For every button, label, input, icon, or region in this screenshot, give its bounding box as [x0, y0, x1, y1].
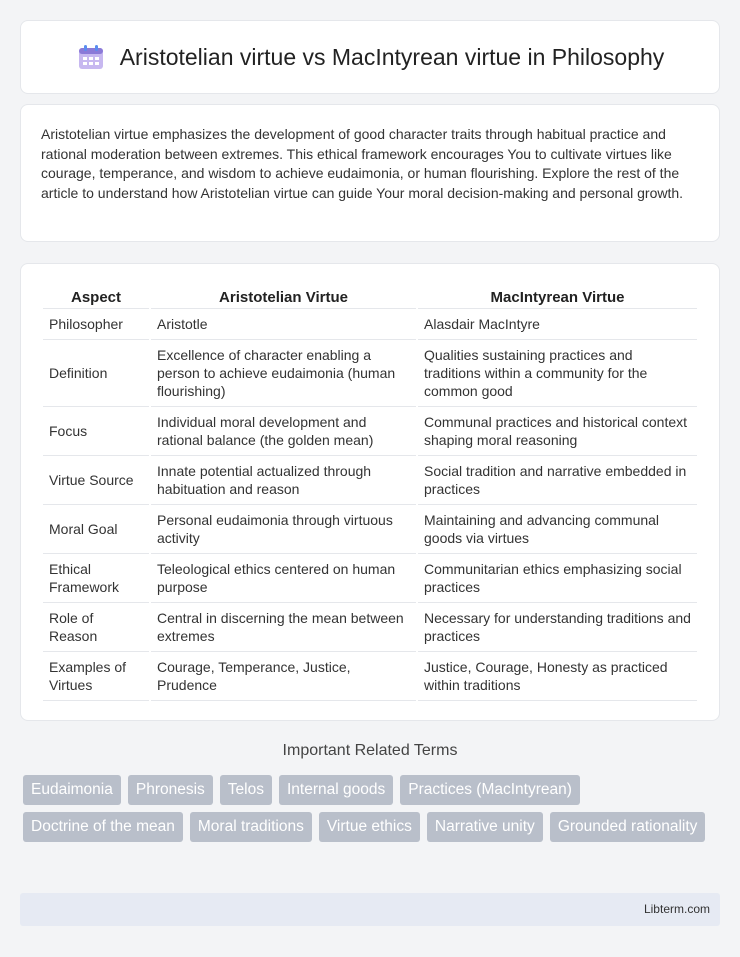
related-terms-tags: [23, 775, 723, 842]
tag-virtue-ethics[interactable]: Virtue ethics: [319, 812, 420, 842]
title-wrap: [76, 42, 665, 72]
tag-internal-goods[interactable]: Internal goods: [279, 775, 393, 805]
cell-macintyrean: Justice, Courage, Honesty as practiced within traditions: [418, 652, 697, 701]
cell-aristotelian: Personal eudaimonia through virtuous activity: [151, 505, 416, 554]
cell-aspect: Focus: [43, 407, 149, 456]
table-row: [43, 554, 697, 603]
tag-grounded-rationality[interactable]: Grounded rationality: [550, 812, 706, 842]
cell-aspect: Examples of Virtues: [43, 652, 149, 701]
table-row: [43, 505, 697, 554]
header-card: [20, 20, 720, 94]
cell-aristotelian: Central in discerning the mean between extremes: [151, 603, 416, 652]
table-row: [43, 456, 697, 505]
cell-aristotelian: Excellence of character enabling a person to achieve eudaimonia (human flourishing): [151, 340, 416, 407]
cell-aspect: Role of Reason: [43, 603, 149, 652]
tag-moral-traditions[interactable]: Moral traditions: [190, 812, 312, 842]
comparison-table: [41, 286, 699, 701]
table-row: [43, 309, 697, 340]
table-row: [43, 340, 697, 407]
cell-aspect: Definition: [43, 340, 149, 407]
calendar-icon: [76, 42, 106, 72]
cell-macintyrean: Maintaining and advancing communal goods via virtues: [418, 505, 697, 554]
cell-aspect: Moral Goal: [43, 505, 149, 554]
cell-macintyrean: Social tradition and narrative embedded in practices: [418, 456, 697, 505]
header-macintyrean: MacIntyrean Virtue: [418, 286, 697, 309]
tag-narrative-unity[interactable]: Narrative unity: [427, 812, 543, 842]
cell-aristotelian: Teleological ethics centered on human purpose: [151, 554, 416, 603]
cell-aristotelian: Courage, Temperance, Justice, Prudence: [151, 652, 416, 701]
table-row: [43, 407, 697, 456]
cell-macintyrean: Communitarian ethics emphasizing social practices: [418, 554, 697, 603]
cell-macintyrean: Qualities sustaining practices and traditions within a community for the common good: [418, 340, 697, 407]
cell-aristotelian: Individual moral development and rational balance (the golden mean): [151, 407, 416, 456]
related-terms-title: Important Related Terms: [282, 742, 458, 759]
intro-text: Aristotelian virtue emphasizes the development of good character traits through habitual practice and rational moderation between extremes. This ethical framework encourages You to cultivate virtues like courage, temperance, and wisdom to achieve eudaimonia, or human flourishing. Explore the rest of the article to understand how Aristotelian virtue can guide Your moral decision-making and personal growth.: [41, 126, 684, 201]
table-row: [43, 603, 697, 652]
tag-doctrine-of-the-mean[interactable]: Doctrine of the mean: [23, 812, 183, 842]
header-aspect: Aspect: [43, 286, 149, 309]
cell-macintyrean: Alasdair MacIntyre: [418, 309, 697, 340]
tag-practices-macintyrean[interactable]: Practices (MacIntyrean): [400, 775, 580, 805]
cell-macintyrean: Communal practices and historical context shaping moral reasoning: [418, 407, 697, 456]
cell-macintyrean: Necessary for understanding traditions and practices: [418, 603, 697, 652]
comparison-table-card: [20, 263, 720, 721]
table-header-row: [43, 286, 697, 309]
table-row: [43, 652, 697, 701]
cell-aspect: Ethical Framework: [43, 554, 149, 603]
footer: [20, 893, 720, 926]
cell-aspect: Virtue Source: [43, 456, 149, 505]
intro-card: [20, 104, 720, 242]
tag-phronesis[interactable]: Phronesis: [128, 775, 213, 805]
cell-aristotelian: Innate potential actualized through habituation and reason: [151, 456, 416, 505]
tag-eudaimonia[interactable]: Eudaimonia: [23, 775, 121, 805]
page-title: Aristotelian virtue vs MacIntyrean virtue in Philosophy: [119, 43, 665, 70]
cell-aristotelian: Aristotle: [151, 309, 416, 340]
tag-telos[interactable]: Telos: [220, 775, 272, 805]
header-aristotelian: Aristotelian Virtue: [151, 286, 416, 309]
cell-aspect: Philosopher: [43, 309, 149, 340]
footer-site-link[interactable]: Libterm.com: [643, 902, 710, 916]
